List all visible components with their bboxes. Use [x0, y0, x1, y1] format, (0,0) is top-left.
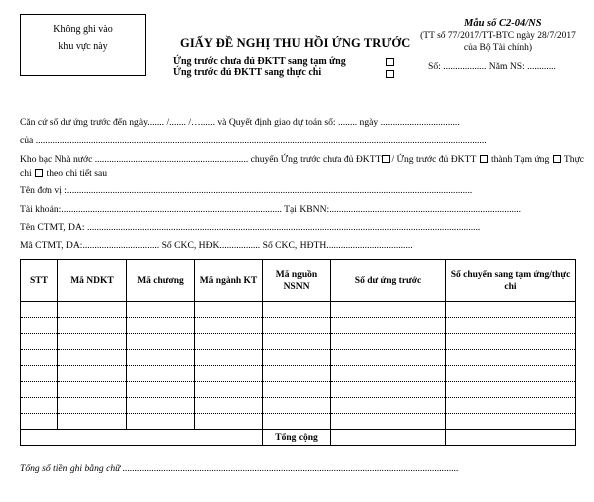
cell-stt[interactable] [21, 398, 58, 414]
cell-advance-balance[interactable] [331, 318, 446, 334]
treasury-line [20, 154, 584, 165]
cell-chapter[interactable] [127, 398, 195, 414]
cell-chapter[interactable] [127, 414, 195, 430]
cell-advance-balance[interactable] [331, 398, 446, 414]
cell-advance-balance[interactable] [331, 366, 446, 382]
table-row [21, 350, 576, 366]
cell-chapter[interactable] [127, 350, 195, 366]
advance-recovery-table [20, 259, 576, 446]
cell-chapter[interactable] [127, 334, 195, 350]
unit-name-line[interactable]: Tên đơn vị :......................................................................................................................................................................... [20, 185, 473, 196]
cell-transfer-amount[interactable] [446, 302, 576, 318]
cell-stt[interactable] [21, 334, 58, 350]
program-code-line[interactable]: Mã CTMT, DA:................................ Số CKC, HĐK................. Số CKC, HĐTH.................................... [20, 240, 413, 251]
reserved-area-line2: khu vực này [58, 41, 108, 52]
cell-stt[interactable] [21, 318, 58, 334]
total-label: Tổng cộng [263, 430, 331, 446]
cell-ndkt[interactable] [58, 366, 127, 382]
cell-source[interactable] [263, 318, 331, 334]
total-in-words-line[interactable]: Tổng số tiền ghi bằng chữ ............................................................................................................................................ [20, 463, 459, 474]
header-ndkt: Mã NDKT [58, 260, 127, 302]
table-header-row [21, 260, 576, 302]
cell-sector[interactable] [195, 318, 263, 334]
header-sector: Mã ngành KT [195, 260, 263, 302]
treasury-text-d: Thực [563, 154, 585, 165]
account-line[interactable]: Tài khoản:............................................................................................ Tại KBNN:................................................................................ [20, 204, 522, 215]
cell-sector[interactable] [195, 302, 263, 318]
cell-chapter[interactable] [127, 366, 195, 382]
header-chapter: Mã chương [127, 260, 195, 302]
cell-sector[interactable] [195, 414, 263, 430]
document-title: GIẤY ĐỀ NGHỊ THU HỒI ỨNG TRƯỚC [180, 36, 411, 50]
cell-stt[interactable] [21, 382, 58, 398]
treasury-text-b: / Ứng trước đủ ĐKTT [391, 154, 477, 165]
cell-chapter[interactable] [127, 382, 195, 398]
cell-advance-balance[interactable] [331, 334, 446, 350]
cell-chapter[interactable] [127, 318, 195, 334]
checkbox-advance-to-temporary[interactable] [386, 58, 394, 66]
treasury-line-2 [20, 168, 107, 179]
option-advance-to-temporary: Ứng trước chưa đủ ĐKTT sang tạm ứng [173, 56, 346, 67]
treasury-text-c: thành Tạm ứng [490, 154, 550, 165]
total-row [21, 430, 576, 446]
cell-transfer-amount[interactable] [446, 398, 576, 414]
program-name-line[interactable]: Tên CTMT, DA: .................................................................................................................................................................... [20, 222, 481, 233]
reserved-area-box [20, 14, 146, 76]
cell-stt[interactable] [21, 414, 58, 430]
form-reference-line1: (TT số 77/2017/TT-BTC ngày 28/7/2017 [420, 31, 576, 41]
option-advance-to-actual: Ứng trước đủ ĐKTT sang thực chi [173, 67, 322, 78]
header-stt: STT [21, 260, 58, 302]
cell-source[interactable] [263, 350, 331, 366]
cell-ndkt[interactable] [58, 318, 127, 334]
cell-transfer-amount[interactable] [446, 350, 576, 366]
table-row [21, 398, 576, 414]
form-code: Mẫu số C2-04/NS [464, 18, 542, 29]
cell-transfer-amount[interactable] [446, 414, 576, 430]
cell-advance-balance[interactable] [331, 414, 446, 430]
cell-advance-balance[interactable] [331, 350, 446, 366]
cell-source[interactable] [263, 414, 331, 430]
cell-source[interactable] [263, 398, 331, 414]
form-reference-line2: của Bộ Tài chính) [463, 43, 533, 53]
cell-transfer-amount[interactable] [446, 366, 576, 382]
cell-source[interactable] [263, 302, 331, 318]
checkbox-not-eligible[interactable] [382, 155, 390, 163]
table-row [21, 318, 576, 334]
cell-advance-balance[interactable] [331, 302, 446, 318]
treasury2-text-a: chi [20, 168, 32, 179]
total-transfer-amount[interactable] [446, 430, 576, 446]
treasury-text-a[interactable]: Kho bạc Nhà nước ................................................................ chuyển Ứng trước chưa đủ ĐKTT [20, 154, 382, 165]
cell-source[interactable] [263, 382, 331, 398]
cell-sector[interactable] [195, 350, 263, 366]
cell-source[interactable] [263, 366, 331, 382]
cell-transfer-amount[interactable] [446, 334, 576, 350]
cell-ndkt[interactable] [58, 334, 127, 350]
cell-sector[interactable] [195, 398, 263, 414]
cell-sector[interactable] [195, 334, 263, 350]
cell-transfer-amount[interactable] [446, 382, 576, 398]
cell-sector[interactable] [195, 382, 263, 398]
header-advance-balance: Số dư ứng trước [331, 260, 446, 302]
cell-transfer-amount[interactable] [446, 318, 576, 334]
checkbox-actual[interactable] [35, 169, 43, 177]
treasury2-text-b: theo chi tiết sau [46, 168, 108, 179]
cell-advance-balance[interactable] [331, 382, 446, 398]
cell-source[interactable] [263, 334, 331, 350]
of-line[interactable]: của ............................................................................................................................................................................................ [20, 135, 487, 146]
table-row [21, 302, 576, 318]
basis-line[interactable]: Căn cứ số dư ứng trước đến ngày....... /....... /…...... và Quyết định giao dự toán số: ........ ngày ................................. [20, 117, 460, 128]
table-row [21, 382, 576, 398]
cell-stt[interactable] [21, 350, 58, 366]
number-year-line[interactable]: Số: .................. Năm NS: ............ [428, 61, 556, 72]
table-row [21, 414, 576, 430]
total-blank [21, 430, 263, 446]
checkbox-temporary[interactable] [553, 155, 561, 163]
cell-stt[interactable] [21, 366, 58, 382]
header-source: Mã nguồn NSNN [263, 260, 331, 302]
cell-chapter[interactable] [127, 302, 195, 318]
cell-ndkt[interactable] [58, 382, 127, 398]
checkbox-eligible[interactable] [480, 155, 488, 163]
header-transfer-amount: Số chuyển sang tạm ứng/thực chi [446, 260, 576, 302]
cell-ndkt[interactable] [58, 302, 127, 318]
cell-ndkt[interactable] [58, 414, 127, 430]
table-row [21, 366, 576, 382]
cell-sector[interactable] [195, 366, 263, 382]
total-advance-balance[interactable] [331, 430, 446, 446]
cell-stt[interactable] [21, 302, 58, 318]
checkbox-advance-to-actual[interactable] [386, 70, 394, 78]
cell-ndkt[interactable] [58, 350, 127, 366]
cell-ndkt[interactable] [58, 398, 127, 414]
table-row [21, 334, 576, 350]
reserved-area-line1: Không ghi vào [53, 24, 113, 35]
